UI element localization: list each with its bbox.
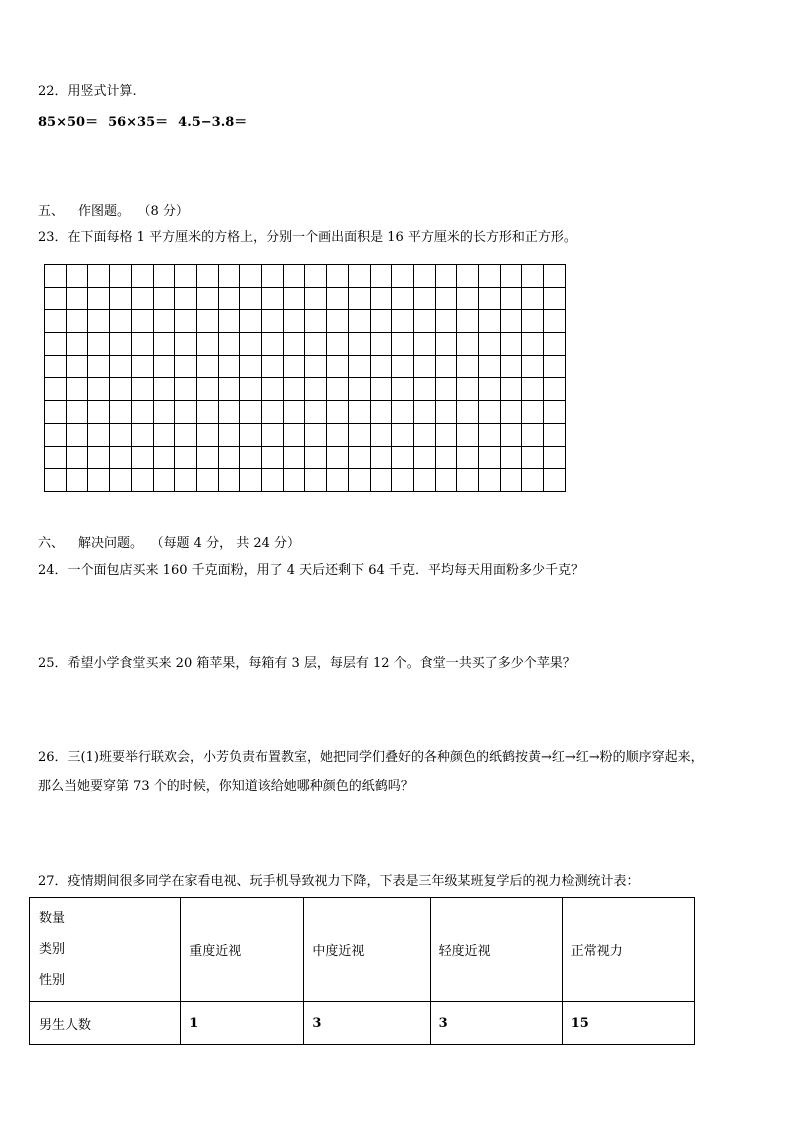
grid-row: [45, 423, 566, 446]
grid-cell[interactable]: [392, 287, 414, 310]
header-normal-vision: 正常视力: [562, 898, 694, 1002]
grid-cell[interactable]: [500, 423, 522, 446]
grid-cell[interactable]: [370, 401, 392, 424]
grid-cell[interactable]: [435, 287, 457, 310]
grid-cell[interactable]: [262, 401, 284, 424]
grid-cell[interactable]: [479, 446, 501, 469]
section5-heading: [38, 204, 189, 220]
grid-cell[interactable]: [175, 446, 197, 469]
grid-cell[interactable]: [413, 333, 435, 356]
grid-cell[interactable]: [283, 333, 305, 356]
q26-line1: 26．三(1)班要举行联欢会，小芳负责布置教室，她把同学们叠好的各种颜色的纸鹤按黄→红→红→粉的顺序穿起来，: [38, 750, 704, 765]
grid-cell[interactable]: [522, 401, 544, 424]
grid-cell[interactable]: [131, 378, 153, 401]
grid-cell[interactable]: [262, 355, 284, 378]
grid-cell[interactable]: [66, 378, 88, 401]
grid-cell[interactable]: [435, 423, 457, 446]
grid-cell[interactable]: [110, 423, 132, 446]
grid-cell[interactable]: [457, 401, 479, 424]
q27-text: 27．疫情期间很多同学在家看电视、玩手机导致视力下降，下表是三年级某班复学后的视力检测统计表：: [38, 874, 640, 889]
grid-cell[interactable]: [522, 287, 544, 310]
grid-row: [45, 287, 566, 310]
grid-cell[interactable]: [435, 378, 457, 401]
grid-cell[interactable]: [283, 401, 305, 424]
grid-cell[interactable]: [45, 423, 67, 446]
grid-cell[interactable]: [500, 265, 522, 288]
grid-cell[interactable]: [45, 401, 67, 424]
grid-cell[interactable]: [392, 265, 414, 288]
grid-cell[interactable]: [457, 333, 479, 356]
grid-cell[interactable]: [45, 446, 67, 469]
grid-cell[interactable]: [110, 287, 132, 310]
grid-cell[interactable]: [262, 265, 284, 288]
grid-cell[interactable]: [196, 423, 218, 446]
grid-cell[interactable]: [479, 355, 501, 378]
q22-expressions: [38, 115, 257, 131]
grid-cell[interactable]: [413, 469, 435, 492]
grid-cell[interactable]: [457, 287, 479, 310]
grid-cell[interactable]: [522, 310, 544, 333]
grid-cell[interactable]: [131, 446, 153, 469]
grid-cell[interactable]: [153, 401, 175, 424]
grid-cell[interactable]: [500, 287, 522, 310]
grid-row: [45, 378, 566, 401]
grid-cell[interactable]: [305, 423, 327, 446]
grid-cell[interactable]: [218, 355, 240, 378]
grid-cell[interactable]: [544, 401, 566, 424]
grid-cell[interactable]: [283, 265, 305, 288]
grid-cell[interactable]: [500, 355, 522, 378]
grid-row: [45, 446, 566, 469]
grid-cell[interactable]: [500, 310, 522, 333]
grid-cell[interactable]: [305, 265, 327, 288]
grid-cell[interactable]: [153, 310, 175, 333]
grid-cell[interactable]: [196, 401, 218, 424]
grid-cell[interactable]: [348, 287, 370, 310]
grid-cell[interactable]: [45, 310, 67, 333]
grid-cell[interactable]: [327, 401, 349, 424]
grid-cell[interactable]: [45, 265, 67, 288]
grid-cell[interactable]: [283, 310, 305, 333]
grid-cell[interactable]: [88, 287, 110, 310]
grid-cell[interactable]: [283, 469, 305, 492]
grid-cell[interactable]: [457, 378, 479, 401]
grid-cell[interactable]: [457, 310, 479, 333]
q25-text: 25．希望小学食堂买来 20 箱苹果，每箱有 3 层，每层有 12 个。食堂一共买了多少个苹果？: [38, 656, 576, 671]
grid-cell[interactable]: [66, 287, 88, 310]
corner-label-quantity: 数量: [39, 911, 66, 926]
expression-2: 56×35＝: [108, 115, 169, 130]
grid-cell[interactable]: [348, 333, 370, 356]
grid-cell[interactable]: [435, 469, 457, 492]
expression-3: 4.5−3.8＝: [178, 115, 248, 130]
grid-cell[interactable]: [348, 423, 370, 446]
grid-cell[interactable]: [522, 423, 544, 446]
grid-cell[interactable]: [544, 423, 566, 446]
grid-cell[interactable]: [153, 446, 175, 469]
grid-cell[interactable]: [479, 287, 501, 310]
grid-cell[interactable]: [522, 469, 544, 492]
grid-cell[interactable]: [218, 401, 240, 424]
grid-cell[interactable]: [218, 446, 240, 469]
grid-cell[interactable]: [370, 355, 392, 378]
grid-cell[interactable]: [457, 265, 479, 288]
grid-cell[interactable]: [327, 355, 349, 378]
grid-cell[interactable]: [327, 423, 349, 446]
grid-cell[interactable]: [262, 469, 284, 492]
grid-cell[interactable]: [175, 355, 197, 378]
grid-cell[interactable]: [500, 446, 522, 469]
grid-cell[interactable]: [305, 446, 327, 469]
grid-cell[interactable]: [66, 310, 88, 333]
header-moderate-myopia: 中度近视: [304, 898, 430, 1002]
grid-cell[interactable]: [457, 469, 479, 492]
grid-cell[interactable]: [305, 287, 327, 310]
grid-cell[interactable]: [88, 469, 110, 492]
grid-cell[interactable]: [196, 265, 218, 288]
grid-row: [45, 310, 566, 333]
grid-cell[interactable]: [327, 446, 349, 469]
grid-cell[interactable]: [66, 333, 88, 356]
grid-cell[interactable]: [66, 355, 88, 378]
grid-cell[interactable]: [479, 378, 501, 401]
grid-cell[interactable]: [522, 355, 544, 378]
grid-cell[interactable]: [196, 355, 218, 378]
grid-row: [45, 333, 566, 356]
grid-cell[interactable]: [110, 310, 132, 333]
grid-cell[interactable]: [131, 310, 153, 333]
grid-cell[interactable]: [153, 265, 175, 288]
grid-cell[interactable]: [88, 333, 110, 356]
grid-cell[interactable]: [218, 310, 240, 333]
grid-cell[interactable]: [500, 469, 522, 492]
grid-cell[interactable]: [88, 355, 110, 378]
grid-cell[interactable]: [544, 469, 566, 492]
grid-cell[interactable]: [175, 310, 197, 333]
grid-cell[interactable]: [348, 401, 370, 424]
grid-cell[interactable]: [240, 401, 262, 424]
section5-number: 五、: [38, 204, 65, 219]
grid-cell[interactable]: [45, 333, 67, 356]
grid-cell[interactable]: [500, 333, 522, 356]
grid-cell[interactable]: [413, 355, 435, 378]
grid-cell[interactable]: [262, 446, 284, 469]
grid-cell[interactable]: [370, 378, 392, 401]
grid-cell[interactable]: [305, 378, 327, 401]
grid-cell[interactable]: [196, 469, 218, 492]
grid-cell[interactable]: [305, 355, 327, 378]
grid-cell[interactable]: [45, 378, 67, 401]
grid-cell[interactable]: [435, 333, 457, 356]
grid-cell[interactable]: [283, 355, 305, 378]
grid-cell[interactable]: [153, 355, 175, 378]
grid-cell[interactable]: [153, 423, 175, 446]
cell-boys-normal: 15: [562, 1002, 694, 1045]
q22-title: 22．用竖式计算.: [38, 84, 137, 99]
grid-cell[interactable]: [305, 333, 327, 356]
corner-label-category: 类别: [39, 942, 66, 957]
section6-heading: [38, 536, 300, 552]
grid-cell[interactable]: [500, 401, 522, 424]
grid-cell[interactable]: [348, 310, 370, 333]
cell-boys-mild: 3: [430, 1002, 562, 1045]
expression-1: 85×50＝: [38, 115, 99, 130]
grid-cell[interactable]: [457, 355, 479, 378]
grid-cell[interactable]: [175, 423, 197, 446]
grid-cell[interactable]: [153, 333, 175, 356]
grid-cell[interactable]: [457, 446, 479, 469]
cell-boys-severe: 1: [181, 1002, 304, 1045]
grid-cell[interactable]: [348, 469, 370, 492]
grid-cell[interactable]: [327, 469, 349, 492]
grid-cell[interactable]: [218, 287, 240, 310]
grid-cell[interactable]: [327, 378, 349, 401]
grid-cell[interactable]: [153, 378, 175, 401]
row-label-boys: 男生人数: [30, 1002, 181, 1045]
grid-cell[interactable]: [110, 446, 132, 469]
grid-cell[interactable]: [522, 446, 544, 469]
grid-cell[interactable]: [262, 333, 284, 356]
grid-cell[interactable]: [544, 446, 566, 469]
table-header-row: [30, 898, 695, 1002]
grid-cell[interactable]: [88, 423, 110, 446]
grid-cell[interactable]: [218, 265, 240, 288]
grid-cell[interactable]: [262, 287, 284, 310]
grid-cell[interactable]: [305, 401, 327, 424]
grid-cell[interactable]: [283, 423, 305, 446]
grid-cell[interactable]: [413, 378, 435, 401]
grid-cell[interactable]: [435, 310, 457, 333]
grid-cell[interactable]: [175, 469, 197, 492]
grid-row: [45, 355, 566, 378]
grid-cell[interactable]: [45, 355, 67, 378]
grid-cell[interactable]: [110, 355, 132, 378]
grid-cell[interactable]: [544, 333, 566, 356]
grid-cell[interactable]: [110, 469, 132, 492]
grid-cell[interactable]: [392, 423, 414, 446]
grid-cell[interactable]: [153, 469, 175, 492]
grid-cell[interactable]: [131, 469, 153, 492]
grid-cell[interactable]: [196, 310, 218, 333]
grid-cell[interactable]: [544, 355, 566, 378]
grid-cell[interactable]: [175, 333, 197, 356]
grid-cell[interactable]: [413, 287, 435, 310]
vision-stats-table: [29, 897, 695, 1045]
grid-cell[interactable]: [413, 401, 435, 424]
grid-cell[interactable]: [413, 310, 435, 333]
grid-cell[interactable]: [218, 333, 240, 356]
grid-cell[interactable]: [240, 287, 262, 310]
q26-line2: 那么当她要穿第 73 个的时候，你知道该给她哪种颜色的纸鹤吗？: [38, 779, 414, 794]
grid-row: [45, 469, 566, 492]
grid-cell[interactable]: [370, 333, 392, 356]
grid-cell[interactable]: [479, 401, 501, 424]
grid-cell[interactable]: [218, 469, 240, 492]
grid-cell[interactable]: [45, 469, 67, 492]
grid-cell[interactable]: [327, 333, 349, 356]
grid-row: [45, 265, 566, 288]
q24-text: 24．一个面包店买来 160 千克面粉，用了 4 天后还剩下 64 千克．平均每天用面粉多少千克？: [38, 563, 584, 578]
grid-cell[interactable]: [370, 287, 392, 310]
grid-cell[interactable]: [392, 446, 414, 469]
grid-cell[interactable]: [262, 378, 284, 401]
grid-cell[interactable]: [392, 333, 414, 356]
grid-cell[interactable]: [370, 265, 392, 288]
grid-cell[interactable]: [479, 265, 501, 288]
grid-cell[interactable]: [218, 378, 240, 401]
grid-cell[interactable]: [175, 401, 197, 424]
grid-cell[interactable]: [66, 423, 88, 446]
grid-cell[interactable]: [413, 265, 435, 288]
grid-cell[interactable]: [283, 378, 305, 401]
cell-boys-moderate: 3: [304, 1002, 430, 1045]
grid-cell[interactable]: [240, 310, 262, 333]
grid-cell[interactable]: [88, 446, 110, 469]
grid-cell[interactable]: [479, 333, 501, 356]
grid-cell[interactable]: [370, 423, 392, 446]
grid-cell[interactable]: [240, 469, 262, 492]
grid-cell[interactable]: [327, 310, 349, 333]
grid-cell[interactable]: [479, 310, 501, 333]
grid-cell[interactable]: [544, 310, 566, 333]
section6-title: 解决问题。: [78, 536, 144, 551]
grid-cell[interactable]: [240, 378, 262, 401]
grid-cell[interactable]: [500, 378, 522, 401]
grid-cell[interactable]: [240, 423, 262, 446]
section5-title: 作图题。: [78, 204, 131, 219]
grid-cell[interactable]: [88, 401, 110, 424]
grid-cell[interactable]: [218, 423, 240, 446]
grid-cell[interactable]: [88, 378, 110, 401]
grid-row: [45, 401, 566, 424]
grid-cell[interactable]: [240, 265, 262, 288]
grid-cell[interactable]: [392, 469, 414, 492]
grid-cell[interactable]: [348, 265, 370, 288]
grid-cell[interactable]: [175, 265, 197, 288]
grid-cell[interactable]: [435, 355, 457, 378]
grid-cell[interactable]: [131, 265, 153, 288]
grid-cell[interactable]: [110, 401, 132, 424]
grid-cell[interactable]: [392, 310, 414, 333]
grid-cell[interactable]: [240, 446, 262, 469]
grid-cell[interactable]: [544, 265, 566, 288]
grid-cell[interactable]: [110, 265, 132, 288]
section5-score: （8 分）: [144, 204, 189, 219]
grid-cell[interactable]: [196, 287, 218, 310]
grid-cell[interactable]: [131, 355, 153, 378]
section6-number: 六、: [38, 536, 65, 551]
grid-cell[interactable]: [131, 333, 153, 356]
drawing-grid[interactable]: [44, 264, 566, 492]
grid-cell[interactable]: [435, 265, 457, 288]
grid-cell[interactable]: [370, 446, 392, 469]
grid-cell[interactable]: [131, 401, 153, 424]
grid-cell[interactable]: [66, 446, 88, 469]
corner-label-gender: 性别: [39, 973, 66, 988]
grid-cell[interactable]: [262, 423, 284, 446]
grid-cell[interactable]: [66, 265, 88, 288]
grid-cell[interactable]: [196, 378, 218, 401]
grid-cell[interactable]: [196, 446, 218, 469]
grid-cell[interactable]: [305, 310, 327, 333]
grid-cell[interactable]: [88, 310, 110, 333]
grid-cell[interactable]: [45, 287, 67, 310]
grid-cell[interactable]: [413, 446, 435, 469]
grid-cell[interactable]: [479, 423, 501, 446]
grid-cell[interactable]: [544, 287, 566, 310]
grid-cell[interactable]: [392, 378, 414, 401]
grid-cell[interactable]: [88, 265, 110, 288]
grid-cell[interactable]: [153, 287, 175, 310]
table-row: [30, 1002, 695, 1045]
grid-cell[interactable]: [370, 469, 392, 492]
grid-cell[interactable]: [435, 401, 457, 424]
grid-cell[interactable]: [522, 333, 544, 356]
grid-cell[interactable]: [457, 423, 479, 446]
grid-cell[interactable]: [240, 355, 262, 378]
grid-cell[interactable]: [175, 287, 197, 310]
grid-cell[interactable]: [392, 355, 414, 378]
grid-cell[interactable]: [392, 401, 414, 424]
grid-cell[interactable]: [413, 423, 435, 446]
grid-cell[interactable]: [348, 355, 370, 378]
grid-cell[interactable]: [175, 378, 197, 401]
header-severe-myopia: 重度近视: [181, 898, 304, 1002]
grid-cell[interactable]: [131, 423, 153, 446]
grid-cell[interactable]: [66, 401, 88, 424]
grid-cell[interactable]: [522, 378, 544, 401]
grid-cell[interactable]: [327, 287, 349, 310]
grid-cell[interactable]: [327, 265, 349, 288]
grid-cell[interactable]: [110, 333, 132, 356]
grid-cell[interactable]: [131, 287, 153, 310]
grid-cell[interactable]: [110, 378, 132, 401]
header-mild-myopia: 轻度近视: [430, 898, 562, 1002]
grid-cell[interactable]: [240, 333, 262, 356]
grid-cell[interactable]: [544, 378, 566, 401]
grid-cell[interactable]: [348, 446, 370, 469]
grid-cell[interactable]: [479, 469, 501, 492]
grid-cell[interactable]: [522, 265, 544, 288]
table-corner-cell: [30, 898, 181, 1002]
grid-cell[interactable]: [370, 310, 392, 333]
grid-cell[interactable]: [283, 446, 305, 469]
grid-cell[interactable]: [262, 310, 284, 333]
section6-score: （每题 4 分， 共 24 分）: [157, 536, 301, 551]
grid-cell[interactable]: [283, 287, 305, 310]
q23-text: 23．在下面每格 1 平方厘米的方格上，分别一个画出面积是 16 平方厘米的长方形和正方形。: [38, 230, 577, 245]
grid-cell[interactable]: [305, 469, 327, 492]
grid-cell[interactable]: [66, 469, 88, 492]
grid-cell[interactable]: [435, 446, 457, 469]
grid-cell[interactable]: [196, 333, 218, 356]
grid-cell[interactable]: [348, 378, 370, 401]
